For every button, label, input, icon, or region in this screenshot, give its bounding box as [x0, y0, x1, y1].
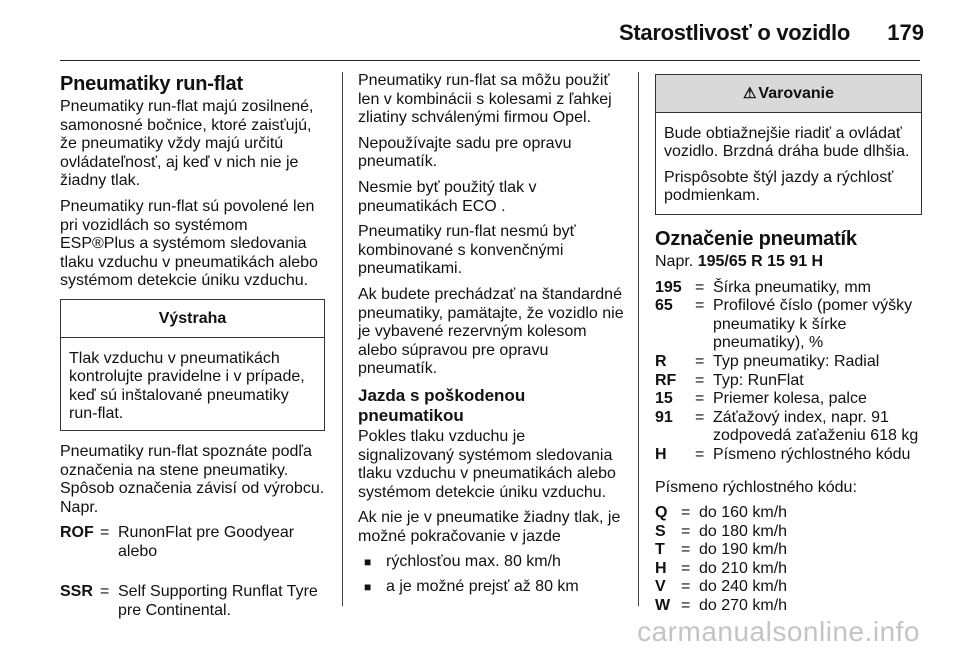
definition-value: Záťažový index, napr. 91 zodpovedá zaťaženiu 618 kg: [713, 408, 919, 445]
paragraph: Pneumatiky run-flat nesmú byť kombinované s konvenčnými pneumatikami.: [358, 223, 576, 278]
tyre-code-list: [655, 279, 922, 465]
definition-item: [655, 372, 922, 391]
definition-key: SSR: [60, 583, 93, 601]
paragraph: Ak budete prechádzať na štandardné pneumatiky, pamätajte, že vozidlo nie je vybavené rezervným kolesom alebo súpravou pre opravu pneumatík.: [358, 285, 624, 378]
caution-box: [60, 299, 325, 431]
example-line: [655, 253, 922, 272]
marking-list: [60, 524, 325, 620]
equals-sign: =: [100, 583, 110, 601]
equals-sign: =: [681, 522, 691, 540]
speed-code-list: [655, 504, 922, 616]
speed-item: [655, 541, 922, 560]
equals-sign: =: [695, 390, 705, 408]
speed-item: [655, 597, 922, 616]
paragraph: Bude obtiažnejšie riadiť a ovládať vozidlo. Brzdná dráha bude dlhšia.: [664, 124, 910, 161]
list-item: [358, 578, 624, 597]
warning-box-body: [656, 113, 921, 214]
watermark-text: carmanualsonline.info: [637, 616, 920, 647]
definition-item: [655, 409, 922, 446]
definition-value: Priemer kolesa, palce: [713, 390, 867, 408]
caution-box-title: Výstraha: [61, 300, 324, 338]
paragraph: Ak nie je v pneumatike žiadny tlak, je možné pokračovanie v jazde: [358, 509, 621, 545]
speed-item: [655, 504, 922, 523]
equals-sign: =: [100, 524, 110, 542]
speed-key: S: [655, 522, 666, 540]
bullet-list: [358, 553, 624, 596]
column-2: [358, 72, 624, 603]
definition-key: RF: [655, 371, 677, 389]
list-item-text: rýchlosťou max. 80 km/h: [386, 553, 561, 571]
speed-key: W: [655, 597, 671, 615]
page-title: Starostlivosť o vozidlo: [618, 20, 850, 45]
bullet-icon: ■: [364, 580, 372, 595]
paragraph: Pneumatiky run-flat sa môžu použiť len v kombinácii s kolesami z ľahkej zliatiny schválenými firmou Opel.: [358, 72, 612, 127]
definition-key: 65: [655, 297, 673, 315]
warning-triangle-icon: ⚠: [742, 85, 757, 102]
definition-item: [655, 390, 922, 409]
speed-value: do 190 km/h: [699, 541, 788, 559]
speed-key: V: [655, 578, 666, 596]
definition-key: ROF: [60, 524, 94, 542]
definition-value: Typ pneumatiky: Radial: [713, 352, 880, 370]
column-divider: [638, 72, 639, 606]
warning-box-title-text: Varovanie: [758, 85, 835, 102]
definition-key: R: [655, 352, 667, 370]
definition-item: [655, 279, 922, 298]
speed-item: [655, 578, 922, 597]
definition-key: 91: [655, 408, 673, 426]
equals-sign: =: [695, 408, 705, 426]
list-item: [358, 553, 624, 572]
paragraph: Pneumatiky run-flat sú povolené len pri vozidlách so systémom ESP®Plus a systémom sledovania tlaku vzduchu v pneumatikách alebo systémom detekcie úniku vzduchu.: [60, 197, 318, 290]
speed-value: do 240 km/h: [699, 578, 788, 596]
warning-box: [655, 74, 922, 215]
speed-item: [655, 523, 922, 542]
definition-item: [60, 583, 325, 620]
definition-item: [655, 446, 922, 465]
definition-value: RunonFlat pre Goodyear alebo: [118, 524, 295, 560]
equals-sign: =: [695, 297, 705, 315]
definition-value: Profilové číslo (pomer výšky pneumatiky k šírke pneumatiky), %: [713, 297, 913, 352]
paragraph: Pneumatiky run-flat majú zosilnené, samonosné bočnice, ktoré zaisťujú, že pneumatiky vždy majú určitú ovládateľnosť, aj keď v nich nie je žiadny tlak.: [60, 98, 314, 190]
paragraph: Pneumatiky run-flat spoznáte podľa označenia na stene pneumatiky. Spôsob označenia závisí od výrobcu. Napr.: [60, 442, 325, 516]
speed-item: [655, 560, 922, 579]
section-heading: Jazda s poškodenou pneumatikou: [358, 385, 526, 425]
speed-value: do 270 km/h: [699, 597, 788, 615]
definition-value: Self Supporting Runflat Tyre pre Continental.: [118, 583, 318, 620]
definition-value: Písmeno rýchlostného kódu: [713, 445, 911, 463]
warning-box-title: [656, 75, 921, 113]
caution-box-text: Tlak vzduchu v pneumatikách kontrolujte pravidelne i v prípade, keď sú inštalované pneumatiky run-flat.: [69, 349, 305, 423]
example-prefix: Napr.: [655, 252, 698, 270]
equals-sign: =: [695, 278, 705, 296]
paragraph: Prispôsobte štýl jazdy a rýchlosť podmienkam.: [664, 168, 894, 205]
paragraph: Nesmie byť použitý tlak v pneumatikách ECO .: [358, 178, 537, 215]
definition-value: Šírka pneumatiky, mm: [713, 278, 871, 296]
speed-key: H: [655, 559, 667, 577]
column-3: [655, 72, 922, 624]
definition-item: [655, 353, 922, 372]
speed-key: Q: [655, 504, 668, 522]
page-number: 179: [887, 20, 924, 45]
example-code: 195/65 R 15 91 H: [697, 252, 824, 270]
section-heading: Označenie pneumatík: [655, 227, 857, 250]
bullet-icon: ■: [364, 555, 372, 570]
header-rule: [60, 60, 920, 61]
definition-value: Typ: RunFlat: [713, 371, 804, 389]
list-item-text: a je možné prejsť až 80 km: [386, 578, 579, 596]
definition-item: [655, 297, 922, 353]
equals-sign: =: [681, 597, 691, 615]
equals-sign: =: [695, 371, 705, 389]
equals-sign: =: [681, 504, 691, 522]
equals-sign: =: [681, 559, 691, 577]
definition-item: [60, 524, 325, 561]
speed-value: do 210 km/h: [699, 559, 788, 577]
speed-value: do 160 km/h: [699, 504, 788, 522]
paragraph: Pokles tlaku vzduchu je signalizovaný systémom sledovania tlaku vzduchu v pneumatikách alebo systémom detekcie úniku vzduchu.: [358, 427, 616, 501]
speed-value: do 180 km/h: [699, 522, 788, 540]
equals-sign: =: [695, 445, 705, 463]
section-heading: Pneumatiky run-flat: [60, 73, 243, 95]
definition-key: H: [655, 445, 667, 463]
page-header: [0, 14, 960, 54]
equals-sign: =: [681, 541, 691, 559]
definition-key: 15: [655, 390, 673, 408]
column-divider: [342, 72, 343, 606]
definition-key: 195: [655, 278, 682, 296]
paragraph: Písmeno rýchlostného kódu:: [655, 478, 857, 496]
column-1: [60, 72, 325, 629]
paragraph: Nepoužívajte sadu pre opravu pneumatík.: [358, 134, 572, 171]
equals-sign: =: [681, 578, 691, 596]
equals-sign: =: [695, 352, 705, 370]
speed-key: T: [655, 541, 665, 559]
